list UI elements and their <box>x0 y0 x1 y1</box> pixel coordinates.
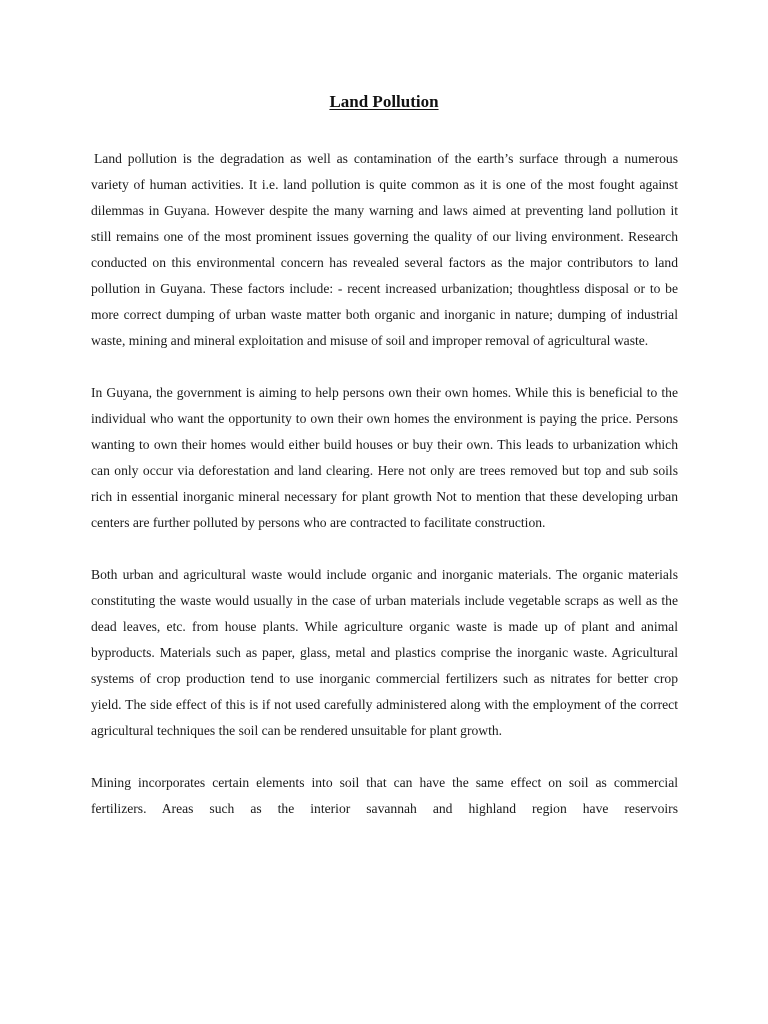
paragraph-4: Mining incorporates certain elements into soil that can have the same effect on soil as commercial fertilizers. Areas such as the interior savannah and highland region have reservoirs <box>91 775 678 816</box>
paragraph-2: In Guyana, the government is aiming to help persons own their own homes. While this is beneficial to the individual who want the opportunity to own their own homes the environment is paying the price. Persons wanting to own their homes would either build houses or buy their own. This leads to urbanization which can only occur via deforestation and land clearing. Here not only are trees removed but top and sub soils rich in essential inorganic mineral necessary for plant growth Not to mention that these developing urban centers are further polluted by persons who are contracted to facilitate construction. <box>91 385 678 530</box>
document-title-text: Land Pollution <box>329 92 439 111</box>
paragraph-3: Both urban and agricultural waste would include organic and inorganic materials. The organic materials constituting the waste would usually in the case of urban materials include vegetable scraps as well as the dead leaves, etc. from house plants. While agriculture organic waste is made up of plant and animal byproducts. Materials such as paper, glass, metal and plastics comprise the inorganic waste. Agricultural systems of crop production tend to use inorganic commercial fertilizers such as nitrates for better crop yield. The side effect of this is if not used carefully administered along with the employment of the correct agricultural techniques the soil can be rendered unsuitable for plant growth. <box>91 567 678 738</box>
paragraph-1: Land pollution is the degradation as well as contamination of the earth’s surface through a numerous variety of human activities. It i.e. land pollution is quite common as it is one of the most fought against dilemmas in Guyana. However despite the many warning and laws aimed at preventing land pollution it still remains one of the most prominent issues governing the quality of our living environment. Research conducted on this environmental concern has revealed several factors as the major contributors to land pollution in Guyana. These factors include: - recent increased urbanization; thoughtless disposal or to be more correct dumping of urban waste matter both organic and inorganic in nature; dumping of industrial waste, mining and mineral exploitation and misuse of soil and improper removal of agricultural waste. <box>91 151 678 348</box>
document-title <box>0 90 768 114</box>
document-body <box>91 146 678 822</box>
